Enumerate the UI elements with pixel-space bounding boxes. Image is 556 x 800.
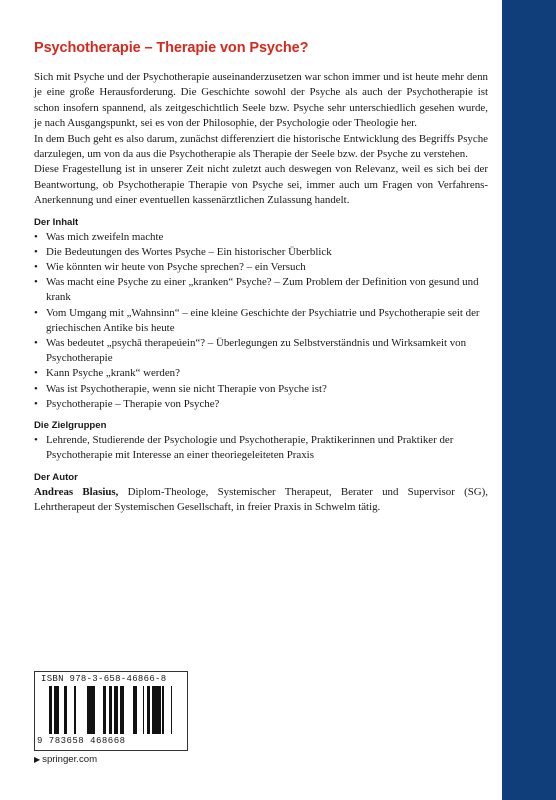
bullet-icon: • [34, 245, 38, 258]
intro-paragraph-2: In dem Buch geht es also darum, zunächst differenziert die historische Entwicklung des Begriffs Psyche darzulegen, um von da aus die Psychotherapie als Therapie der Seele bzw. der Psyche zu verstehen. [34, 132, 488, 161]
contents-item-text: Die Bedeutungen des Wortes Psyche – Ein historischer Überblick [46, 245, 332, 258]
bullet-icon: • [34, 306, 38, 319]
audience-heading: Die Zielgruppen [34, 420, 107, 432]
contents-item-text: Was ist Psychotherapie, wenn sie nicht Therapie von Psyche ist? [46, 382, 327, 395]
contents-item [34, 260, 488, 275]
contents-item [34, 275, 488, 305]
contents-item [34, 245, 488, 260]
contents-item [34, 382, 488, 397]
audience-item-text: Lehrende, Studierende der Psychologie und Psychotherapie, Praktikerinnen und Praktiker der Psychotherapie mit Interesse an einer theoriegeleiteten Praxis [46, 434, 454, 462]
author-heading: Der Autor [34, 471, 78, 483]
contents-item [34, 230, 488, 245]
contents-item [34, 306, 488, 336]
bullet-icon: • [34, 367, 38, 380]
contents-item-text: Was macht eine Psyche zu einer „kranken“ Psyche? – Zum Problem der Definition von gesund und krank [46, 276, 479, 304]
contents-item-text: Kann Psyche „krank“ werden? [46, 367, 180, 380]
contents-item-text: Psychotherapie – Therapie von Psyche? [46, 397, 220, 410]
bullet-icon: • [34, 434, 38, 447]
chevron-right-icon: ▶ [34, 755, 41, 764]
intro-paragraph-1: Sich mit Psyche und der Psychotherapie auseinanderzusetzen war schon immer und ist heute mehr denn je eine große Herausforderung. Die Geschichte sowohl der Psyche als auch der Psychotherapie ist schon insofern spannend, als zeitgeschichtlich Seele bzw. Psyche sehr unterschiedlich gesehen wurde, je nach Ausgangspunkt, sei es von der Philosophie, der Psychologie oder Theologie her. [34, 71, 488, 130]
contents-item [34, 397, 488, 412]
author-bio [34, 485, 488, 516]
publisher-link[interactable] [34, 754, 97, 765]
contents-item-text: Wie könnten wir heute von Psyche sprechen? – ein Versuch [46, 261, 306, 274]
barcode-digits: 9 783658 468668 [37, 736, 126, 746]
bullet-icon: • [34, 276, 38, 289]
audience-list [34, 433, 488, 463]
barcode-box [34, 671, 188, 751]
cover-spine-band [502, 0, 556, 800]
author-name: Andreas Blasius, [34, 485, 119, 498]
barcode-icon [47, 686, 177, 734]
intro-paragraph-3: Diese Fragestellung ist in unserer Zeit nicht zuletzt auch deswegen von Relevanz, weil es sich bei der Beantwortung, ob Psychotherapie Therapie von Psyche sei, immer auch um Fragen von Verfahrens-Anerkennung und einer eventuellen kassenärztlichen Zulassung handelt. [34, 163, 488, 207]
contents-heading: Der Inhalt [34, 216, 79, 228]
contents-item [34, 336, 488, 366]
bullet-icon: • [34, 382, 38, 395]
contents-item-text: Was bedeutet „psychā therapeúein“? – Überlegungen zu Selbstverständnis und Wirksamkeit von Psychotherapie [46, 337, 467, 365]
book-title: Psychotherapie – Therapie von Psyche? [34, 40, 309, 56]
bullet-icon: • [34, 261, 38, 274]
audience-item [34, 433, 488, 463]
author-bio-text: Diplom-Theologe, Systemischer Therapeut, Berater und Supervisor (SG), Lehrtherapeut der Systemischen Gesellschaft, in freier Praxis in Schwelm tätig. [34, 485, 488, 513]
isbn-label: ISBN 978-3-658-46866-8 [41, 674, 167, 684]
bullet-icon: • [34, 397, 38, 410]
publisher-name: springer.com [42, 754, 98, 765]
contents-item-text: Vom Umgang mit „Wahnsinn“ – eine kleine Geschichte der Psychiatrie und Psychotherapie seit der griechischen Antike bis heute [46, 306, 480, 334]
contents-item-text: Was mich zweifeln machte [46, 230, 164, 243]
contents-item [34, 366, 488, 381]
back-cover-text [34, 40, 488, 515]
bullet-icon: • [34, 337, 38, 350]
bullet-icon: • [34, 230, 38, 243]
contents-list [34, 230, 488, 412]
